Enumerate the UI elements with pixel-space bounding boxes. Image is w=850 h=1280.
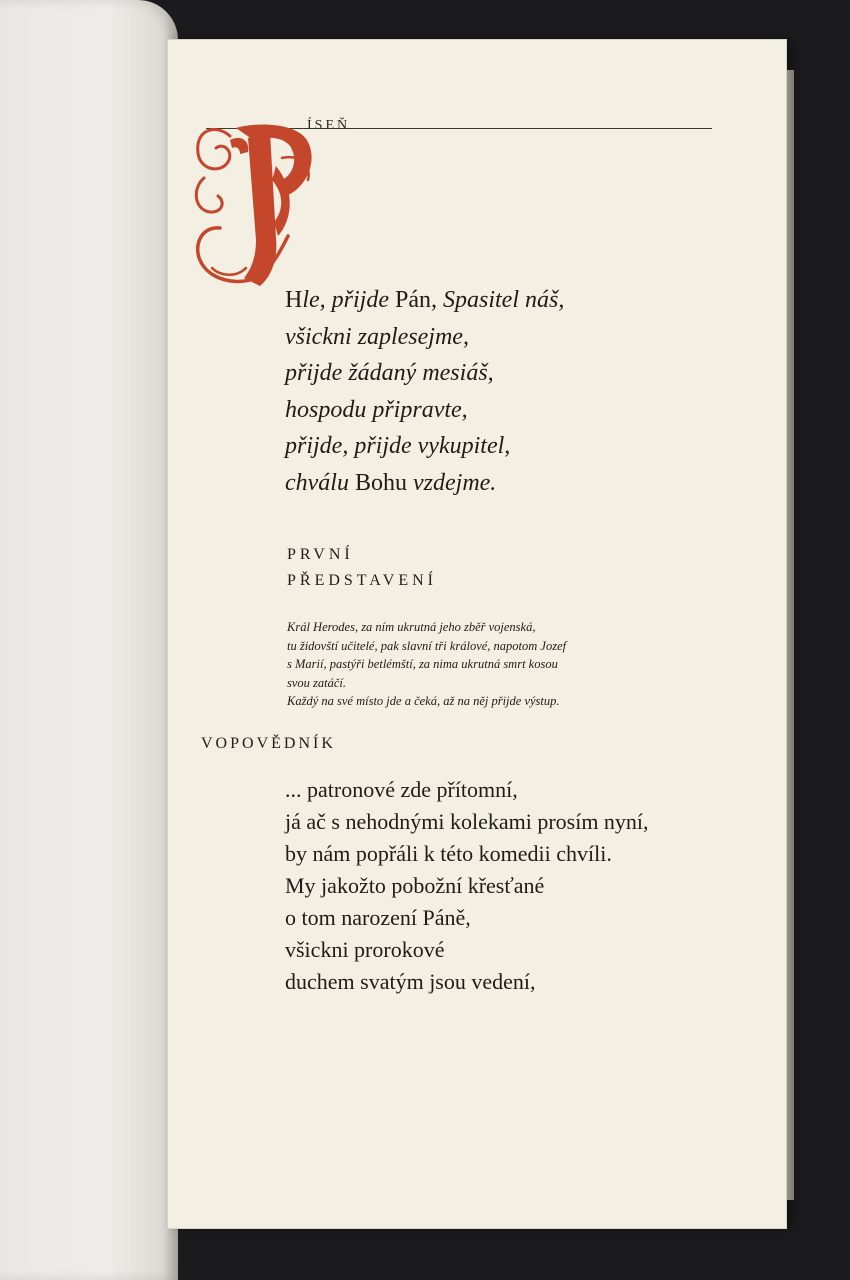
song-text-upright: Bohu: [354, 469, 407, 496]
song-text-italic: chválu: [285, 469, 355, 496]
stage-direction-line: Každý na své místo jde a čeká, až na něj přijde výstup.: [287, 694, 560, 708]
stage-direction-line: svou zatáčí.: [287, 675, 347, 690]
speech-line: duchem svatým jsou vedení,: [285, 969, 536, 994]
song-line: všickni zaplesejme,: [285, 323, 469, 350]
page-header: ÍSEŇ: [307, 118, 351, 133]
act-heading-line: PŘEDSTAVENÍ: [287, 572, 437, 589]
speech-line: My jakožto pobožní křesťané: [285, 873, 545, 898]
left-page: [0, 0, 178, 1280]
song-line: [285, 465, 564, 502]
stage-direction: [287, 618, 566, 711]
song-text-italic: vzdejme.: [407, 469, 497, 496]
stage-direction-line: s Marií, pastýři betlémští, za nima ukrutná smrt kosou: [287, 657, 558, 671]
song-text-upright: Pán: [395, 287, 431, 313]
decorated-initial-p: [190, 118, 320, 290]
song-text-italic: , Spasitel náš,: [431, 287, 565, 313]
speech-line: ... patronové zde přítomní,: [285, 777, 518, 802]
speech-line: všickni prorokové: [285, 937, 445, 962]
speech-line: já ač s nehodnými kolekami prosím nyní,: [285, 809, 649, 834]
book-page: [168, 40, 786, 1228]
stage-direction-line: tu židovští učitelé, pak slavní tři králové, napotom Jozef: [287, 638, 567, 653]
speaker-name: VOPOVĚDNÍK: [201, 735, 336, 752]
act-heading-line: PRVNÍ: [287, 546, 354, 563]
speech: [285, 774, 649, 998]
speech-line: o tom narození Páně,: [285, 905, 471, 930]
song-line: hospodu připravte,: [285, 396, 468, 423]
song-text-italic: le, přijde: [302, 287, 395, 313]
act-heading: [287, 542, 437, 594]
speech-line: by nám popřáli k této komedii chvíli.: [285, 841, 612, 866]
page-edge: [786, 70, 794, 1200]
song-verse: [285, 282, 564, 501]
song-line: [285, 282, 564, 319]
song-text-upright: H: [285, 287, 303, 313]
stage-direction-line: Král Herodes, za ním ukrutná jeho zběř vojenská,: [287, 620, 536, 634]
song-line: přijde žádaný mesiáš,: [285, 360, 494, 386]
song-line: přijde, přijde vykupitel,: [285, 433, 511, 459]
